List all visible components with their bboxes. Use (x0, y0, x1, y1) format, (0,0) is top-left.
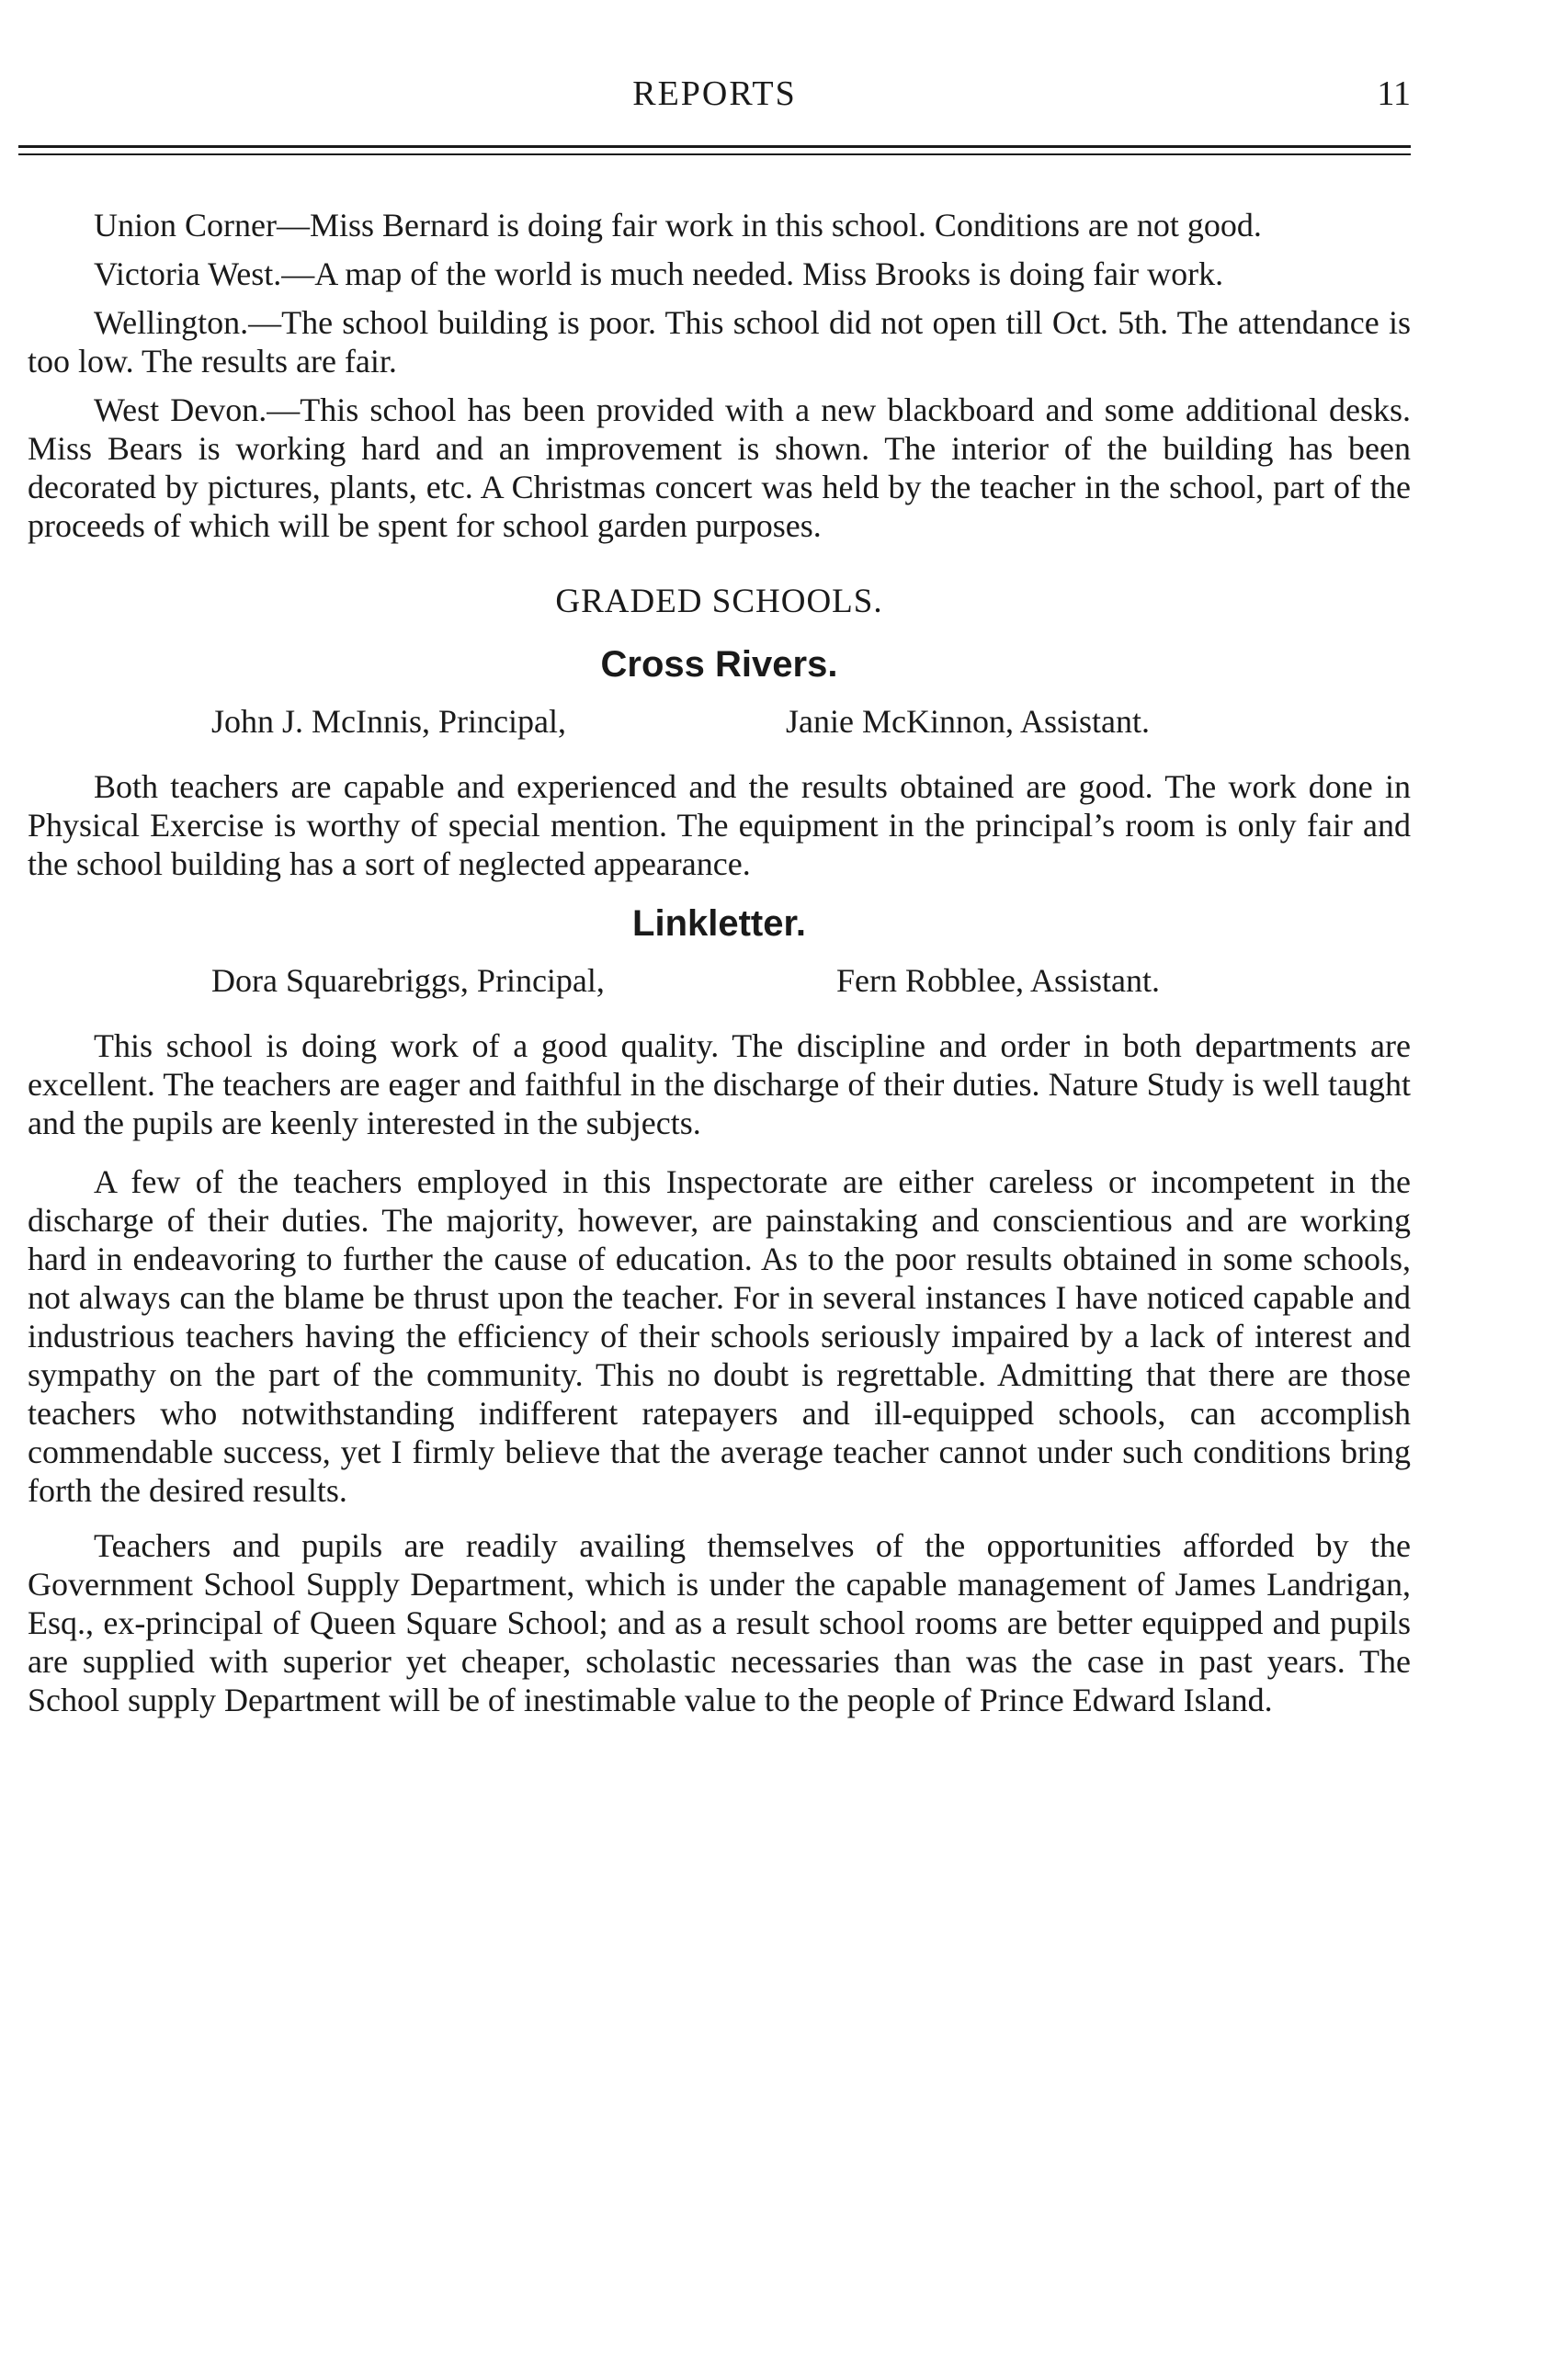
principal-name: Dora Squarebriggs, Principal, (211, 962, 605, 999)
report-wellington: Wellington.—The school building is poor. This school did not open till Oct. 5th. The attendance is too low. The results are fair. (28, 304, 1411, 380)
header-rule-thin (18, 153, 1411, 155)
report-victoria-west: Victoria West.—A map of the world is much needed. Miss Brooks is doing fair work. (94, 255, 1224, 292)
graded-schools-heading: GRADED SCHOOLS. (555, 583, 883, 620)
report-linkletter: This school is doing work of a good quality. The discipline and order in both departments are excellent. The teachers are eager and faithful in the discharge of their duties. Nature Study is well taught and the pupils are keenly interested in the subjects. (28, 1027, 1411, 1141)
report-cross-rivers: Both teachers are capable and experienced and the results obtained are good. The work done in Physical Exercise is worthy of special mention. The equipment in the principal’s room is only fair and the school building has a sort of neglected appearance. (28, 768, 1411, 882)
school-name-cross-rivers: Cross Rivers. (600, 644, 838, 685)
assistant-name: Janie McKinnon, Assistant. (786, 703, 1150, 740)
page-number: 11 (1377, 74, 1411, 113)
closing-paragraph-supply: Teachers and pupils are readily availing themselves of the opportunities afforded by the Government School Supply Department, which is under the capable management of James Landrigan, Esq., ex-principal of Queen Square School; and as a result school rooms are better equipped and pupils are supplied with superior yet cheaper, scholastic necessaries than was the case in past years. The School supply Department will be of inestimable value to the people of Prince Edward Island. (28, 1527, 1411, 1718)
running-header (18, 74, 1411, 119)
header-rule-thick (18, 145, 1411, 148)
page-body (28, 206, 1411, 1729)
principal-name: John J. McInnis, Principal, (211, 703, 566, 740)
staff-line-cross-rivers (28, 701, 1411, 745)
school-name-linkletter: Linkletter. (632, 903, 806, 944)
closing-paragraph-teachers: A few of the teachers employed in this Inspectorate are either careless or incompetent in the discharge of their duties. The majority, however, are painstaking and conscientious and are working hard in endeavoring to further the cause of education. As to the poor results obtained in some schools, not always can the blame be thrust upon the teacher. For in several instances I have noticed capable and industrious teachers having the efficiency of their schools seriously impaired by a lack of interest and sympathy on the part of the community. This no doubt is regrettable. Admitting that there are those teachers who notwithstanding indifferent ratepayers and ill-equipped schools, can accomplish commendable success, yet I firmly believe that the average teacher cannot under such conditions bring forth the desired results. (28, 1163, 1411, 1509)
assistant-name: Fern Robblee, Assistant. (836, 962, 1160, 999)
staff-line-linkletter (28, 960, 1411, 1004)
report-west-devon: West Devon.—This school has been provided with a new blackboard and some additional desks. Miss Bears is working hard and an improvement is shown. The interior of the building has been decorated by pictures, plants, etc. A Christmas concert was held by the teacher in the school, part of the proceeds of which will be spent for school garden purposes. (28, 391, 1411, 544)
running-title: REPORTS (632, 74, 797, 113)
report-union-corner: Union Corner—Miss Bernard is doing fair work in this school. Conditions are not good. (94, 207, 1262, 244)
